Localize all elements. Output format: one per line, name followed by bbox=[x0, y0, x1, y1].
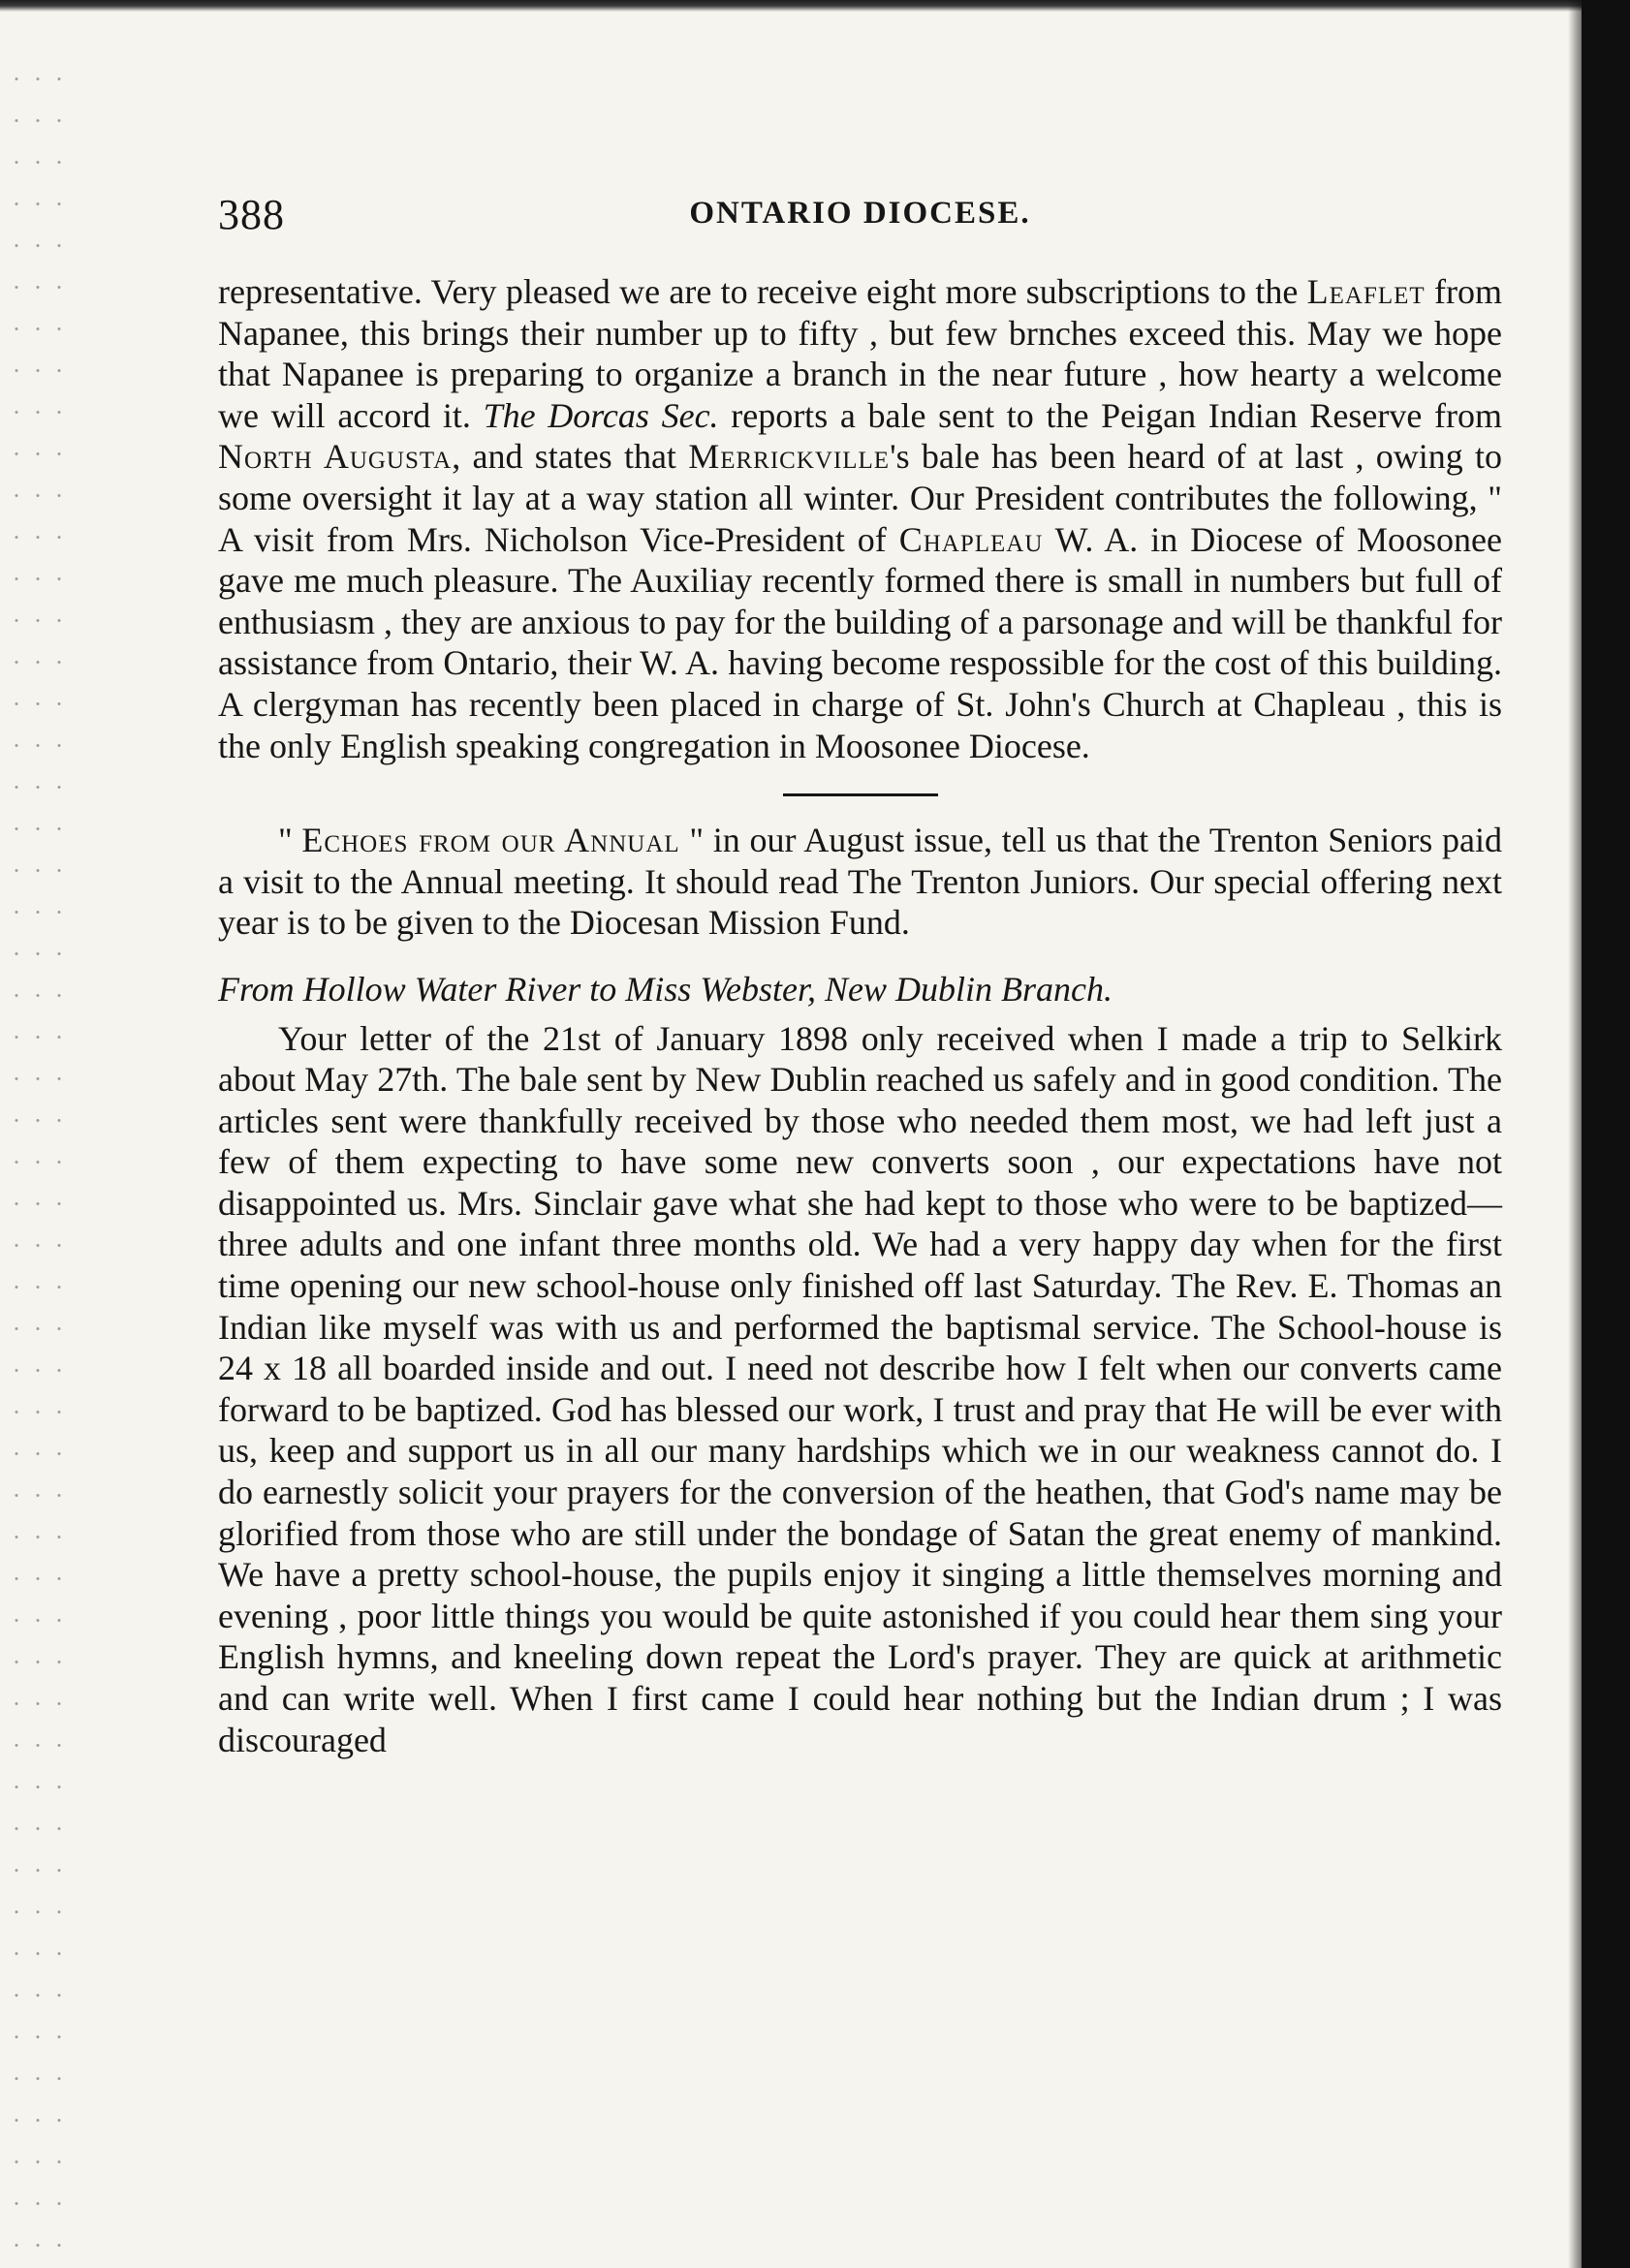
text-run: representative. Very pleased we are to receive eight more subscriptions to the bbox=[218, 272, 1307, 311]
page-header bbox=[218, 190, 1502, 244]
running-head: ONTARIO DIOCESE. bbox=[689, 196, 1031, 231]
text-run: W. A. in Diocese of Moosonee gave me much pleasure. The Auxiliay recently formed there is small in numbers but full of enthusiasm , they are anxious to pay for the building of a parsonage and will be thankful for assistance from Ontario, their W. A. having become respossible for the cost of this building. A clergyman has recently been placed in charge of St. John's Church at Chapleau , this is the only English speaking congregation in Moosonee Diocese. bbox=[218, 519, 1502, 765]
text-run: from Napanee, this brings their number up to fifty , but few brnches exceed this. May we hope that Napanee is preparing to organize a branch in the near future , how hearty a welcome we will accord it. bbox=[218, 272, 1502, 435]
binding-shadow bbox=[1568, 0, 1582, 2268]
paragraph-letter: Your letter of the 21st of January 1898 only received when I made a trip to Selkirk about May 27th. The bale sent by New Dublin reached us safely and in good condition. The articles sent were thankfully received by those who needed them most, we had left just a few of them expecting to have some new converts soon , our expectations have not disappointed us. Mrs. Sinclair gave what she had kept to those who were to be baptized—three adults and one infant three months old. We had a very happy day when for the first time opening our new school-house only finished off last Saturday. The Rev. E. Thomas an Indian like myself was with us and performed the baptismal service. The School-house is 24 x 18 all boarded inside and out. I need not describe how I felt when our converts came forward to be baptized. God has blessed our work, I trust and pray that He will be ever with us, keep and support us in all our many hardships which we in our weakness cannot do. I do earnestly solicit your prayers for the conversion of the heathen, that God's name may be glorified from those who are still under the bondage of Satan the great enemy of mankind. We have a pretty school-house, the pupils enjoy it singing a little themselves morning and evening , poor little things you would be quite astonished if you could hear them sing your English hymns, and kneeling down repeat the Lord's prayer. They are quick at arithmetic and can write well. When I first came I could hear nothing but the Indian drum ; I was discouraged bbox=[218, 1018, 1502, 1759]
paragraph-representative bbox=[218, 271, 1502, 766]
echoes-title: Echoes from our Annual bbox=[301, 821, 680, 860]
letter-heading: From Hollow Water River to Miss Webster, New Dublin Branch. bbox=[218, 969, 1113, 1009]
body-text bbox=[218, 271, 1502, 1760]
place-north-augusta: North Augusta bbox=[218, 437, 453, 477]
place-chapleau: Chapleau bbox=[898, 519, 1044, 559]
paragraph-echoes bbox=[218, 820, 1502, 944]
text-run: " in our August issue, tell us that the Trenton Seniors paid a visit to the Annual meeting. It should read The Trenton Juniors. Our special offering next year is to be given to the Diocesan Mission Fund. bbox=[218, 821, 1502, 943]
place-merrickville: Merrickville bbox=[688, 437, 891, 477]
leaflet-name: Leaflet bbox=[1306, 272, 1426, 311]
text-run: reports a bale sent to the Peigan Indian Reserve from bbox=[718, 395, 1503, 435]
dorcas-secretary: The Dorcas Sec. bbox=[483, 395, 719, 435]
text-run: " bbox=[278, 821, 302, 860]
page-top-shadow bbox=[0, 0, 1630, 12]
page-number: 388 bbox=[218, 191, 285, 238]
section-rule bbox=[783, 793, 938, 796]
binding-edge bbox=[1582, 0, 1630, 2268]
text-run: , and states that bbox=[452, 437, 689, 477]
text-run: 's bale has been heard of at last , owing to some oversight it lay at a way station all winter. Our President contributes the following, " A visit from Mrs. Nicholson Vice-President of bbox=[218, 437, 1502, 559]
page-margin-specks bbox=[6, 58, 64, 2248]
